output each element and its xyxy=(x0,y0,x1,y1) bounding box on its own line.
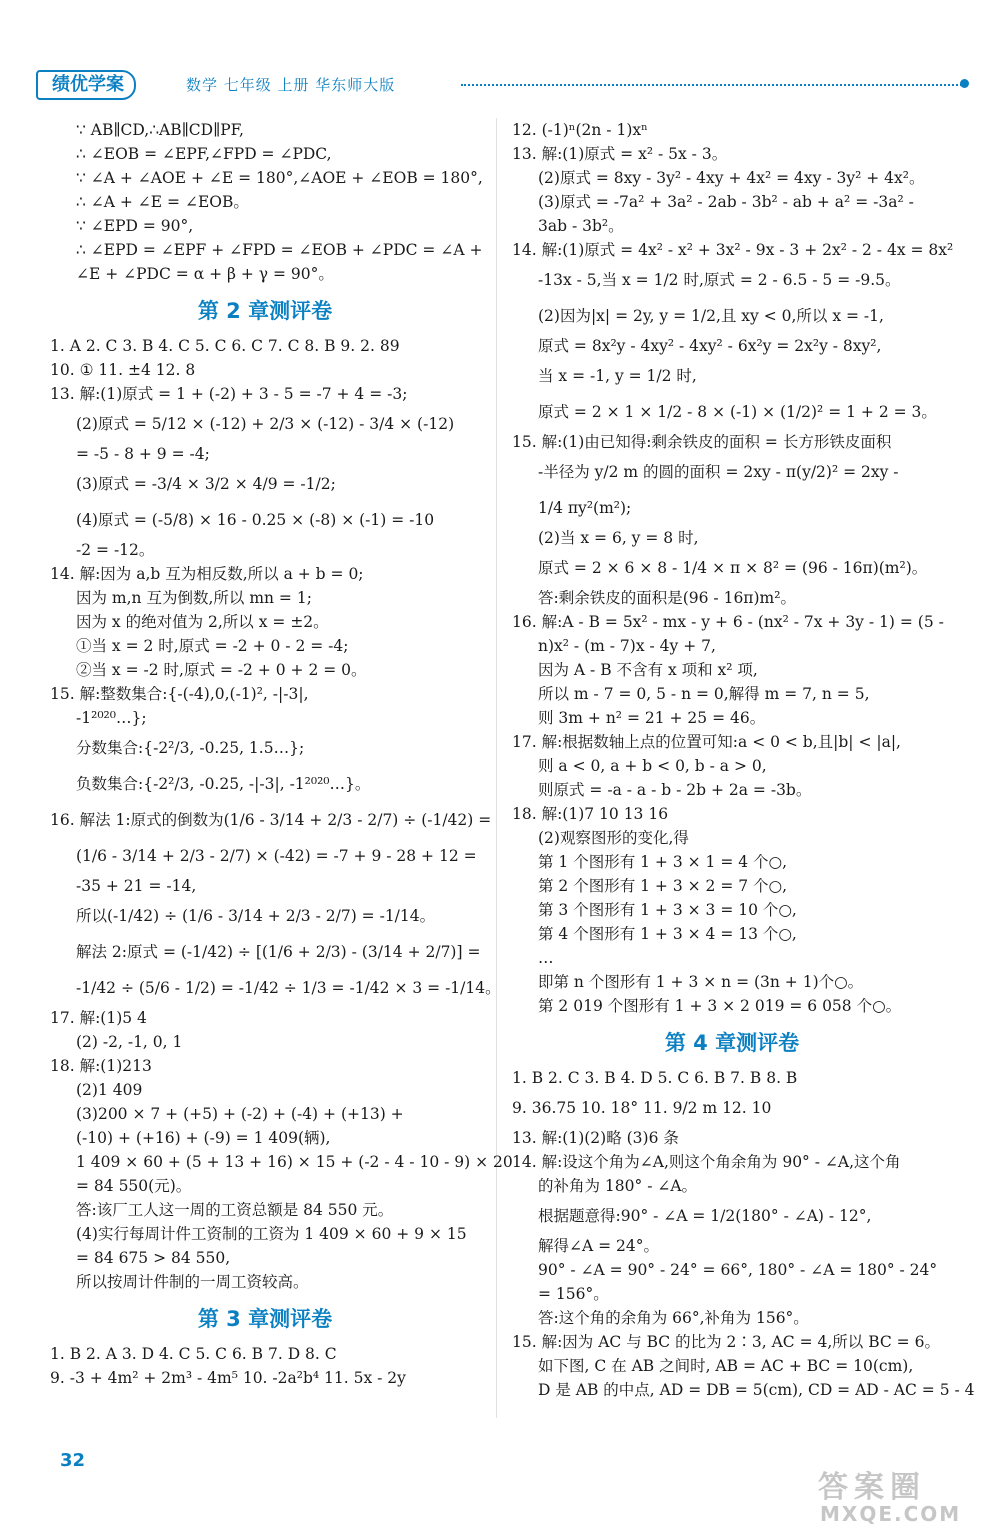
answer-line: ①当 x = 2 时,原式 = -2 + 0 - 2 = -4; xyxy=(76,637,349,655)
right-lines-b xyxy=(512,1066,975,1402)
answer-line: 12. (-1)ⁿ(2n - 1)xⁿ xyxy=(512,121,648,139)
answer-line: 原式 = 8x²y - 4xy² - 4xy² - 6x²y = 2x²y - 8xy², xyxy=(538,337,882,355)
answer-line: ∵ ∠EPD = 90°, xyxy=(76,217,194,235)
answer-line: 根据题意得:90° - ∠A = 1/2(180° - ∠A) - 12°, xyxy=(538,1207,872,1225)
answer-line: 15. 解:因为 AC 与 BC 的比为 2∶3, AC = 4,所以 BC = 6。 xyxy=(512,1333,940,1351)
answer-line: 90° - ∠A = 90° - 24° = 66°, 180° - ∠A = 180° - 24° xyxy=(538,1261,938,1279)
answer-line: 分数集合:{-2²/3, -0.25, 1.5…}; xyxy=(76,739,305,757)
left-lines-b xyxy=(50,334,513,1294)
answer-line: 14. 解:因为 a,b 互为相反数,所以 a + b = 0; xyxy=(50,565,364,583)
book-info: 数学 七年级 上册 华东师大版 xyxy=(186,76,396,94)
answer-line: 因为 A - B 不含有 x 项和 x² 项, xyxy=(538,661,758,679)
answer-line: 13. 解:(1)(2)略 (3)6 条 xyxy=(512,1129,679,1147)
answer-line: (3)原式 = -7a² + 3a² - 2ab - 3b² - ab + a² = -3a² - xyxy=(538,193,914,211)
answer-line: (4)实行每周计件工资制的工资为 1 409 × 60 + 9 × 15 xyxy=(76,1225,467,1243)
answer-line: (2)原式 = 5/12 × (-12) + 2/3 × (-12) - 3/4 × (-12) xyxy=(76,415,455,433)
answer-line: 因为 x 的绝对值为 2,所以 x = ±2。 xyxy=(76,613,329,631)
answer-line: 18. 解:(1)7 10 13 16 xyxy=(512,805,669,823)
answer-line: 1 409 × 60 + (5 + 13 + 16) × 15 + (-2 - 4 - 10 - 9) × 20 xyxy=(76,1153,513,1171)
answer-line: (3)200 × 7 + (+5) + (-2) + (-4) + (+13) + xyxy=(76,1105,404,1123)
answer-line: (1/6 - 3/14 + 2/3 - 2/7) × (-42) = -7 + 9 - 28 + 12 = xyxy=(76,847,477,865)
answer-line: … xyxy=(538,949,554,967)
answer-line: 第 2 019 个图形有 1 + 3 × 2 019 = 6 058 个○。 xyxy=(538,997,902,1015)
answer-line: ∵ AB∥CD,∴AB∥CD∥PF, xyxy=(76,121,244,139)
answer-line: 答:该厂工人这一周的工资总额是 84 550 元。 xyxy=(76,1201,394,1219)
answer-line: 第 3 个图形有 1 + 3 × 3 = 10 个○, xyxy=(538,901,797,919)
answer-line: D 是 AB 的中点, AD = DB = 5(cm), CD = AD - AC = 5 - 4 xyxy=(538,1381,975,1399)
answer-line: -1²⁰²⁰…}; xyxy=(76,709,147,727)
column-divider xyxy=(496,118,497,1418)
answer-line: 原式 = 2 × 6 × 8 - 1/4 × π × 8² = (96 - 16π)(m²)。 xyxy=(538,559,928,577)
header-dot-icon xyxy=(960,79,969,88)
answer-line: 9. -3 + 4m² + 2m³ - 4m⁵ 10. -2a²b⁴ 11. 5x - 2y xyxy=(50,1369,406,1387)
answer-line: 答:这个角的余角为 66°,补角为 156°。 xyxy=(538,1309,809,1327)
answer-line: (2) -2, -1, 0, 1 xyxy=(76,1033,183,1051)
answer-line: 10. ① 11. ±4 12. 8 xyxy=(50,361,196,379)
answer-line: ∠E + ∠PDC = α + β + γ = 90°。 xyxy=(76,265,334,283)
answer-line: -2 = -12。 xyxy=(76,541,155,559)
answer-line: 即第 n 个图形有 1 + 3 × n = (3n + 1)个○。 xyxy=(538,973,864,991)
answer-line: 14. 解:(1)原式 = 4x² - x² + 3x² - 9x - 3 + 2x² - 2 - 4x = 8x² xyxy=(512,241,954,259)
answer-line: n)x² - (m - 7)x - 4y + 7, xyxy=(538,637,716,655)
section-title-chapter-2: 第 2 章测评卷 xyxy=(197,299,333,323)
answer-line: 解法 2:原式 = (-1/42) ÷ [(1/6 + 2/3) - (3/14 + 2/7)] = xyxy=(76,943,481,961)
answer-line: 所以 m - 7 = 0, 5 - n = 0,解得 m = 7, n = 5, xyxy=(538,685,870,703)
answer-line: 15. 解:整数集合:{-(-4),0,(-1)², -|-3|, xyxy=(50,685,309,703)
answer-line: 3ab - 3b²。 xyxy=(538,217,624,235)
right-column xyxy=(512,118,975,1402)
answer-line: 第 4 个图形有 1 + 3 × 4 = 13 个○, xyxy=(538,925,797,943)
section-title-chapter-3: 第 3 章测评卷 xyxy=(197,1307,333,1331)
left-column xyxy=(50,118,513,1390)
answer-line: 如下图, C 在 AB 之间时, AB = AC + BC = 10(cm), xyxy=(538,1357,914,1375)
answer-line: 1. B 2. C 3. B 4. D 5. C 6. B 7. B 8. B xyxy=(512,1069,798,1087)
header-rule xyxy=(461,84,966,86)
answer-line: 9. 36.75 10. 18° 11. 9/2 m 12. 10 xyxy=(512,1099,772,1117)
page-header xyxy=(36,66,966,100)
answer-line: 所以(-1/42) ÷ (1/6 - 3/14 + 2/3 - 2/7) = -1/14。 xyxy=(76,907,436,925)
answer-line: = 156°。 xyxy=(538,1285,609,1303)
answer-line: 原式 = 2 × 1 × 1/2 - 8 × (-1) × (1/2)² = 1 + 2 = 3。 xyxy=(538,403,937,421)
right-lines-a xyxy=(512,118,952,1018)
answer-line: (2)原式 = 8xy - 3y² - 4xy + 4x² = 4xy - 3y² + 4x²。 xyxy=(538,169,925,187)
answer-line: 1. B 2. A 3. D 4. C 5. C 6. B 7. D 8. C xyxy=(50,1345,337,1363)
answer-line: 当 x = -1, y = 1/2 时, xyxy=(538,367,697,385)
answer-line: 15. 解:(1)由已知得:剩余铁皮的面积 = 长方形铁皮面积 xyxy=(512,433,892,451)
answer-line: (2)1 409 xyxy=(76,1081,143,1099)
answer-line: 17. 解:(1)5 4 xyxy=(50,1009,147,1027)
answer-line: 解得∠A = 24°。 xyxy=(538,1237,659,1255)
answer-line: -13x - 5,当 x = 1/2 时,原式 = 2 - 6.5 - 5 = -9.5。 xyxy=(538,271,901,289)
answer-line: 第 1 个图形有 1 + 3 × 1 = 4 个○, xyxy=(538,853,787,871)
answer-line: ∵ ∠A + ∠AOE + ∠E = 180°,∠AOE + ∠EOB = 180°, xyxy=(76,169,483,187)
brand-logo: 绩优学案 xyxy=(36,70,136,100)
answer-line: -1/42 ÷ (5/6 - 1/2) = -1/42 ÷ 1/3 = -1/42 × 3 = -1/14。 xyxy=(76,979,501,997)
watermark-logo xyxy=(800,1462,980,1528)
answer-line: 13. 解:(1)原式 = x² - 5x - 3。 xyxy=(512,145,728,163)
answer-line: -半径为 y/2 m 的圆的面积 = 2xy - π(y/2)² = 2xy - xyxy=(538,463,899,481)
answer-line: (3)原式 = -3/4 × 3/2 × 4/9 = -1/2; xyxy=(76,475,336,493)
answer-line: = 84 675 > 84 550, xyxy=(76,1249,231,1267)
answer-line: 则 3m + n² = 21 + 25 = 46。 xyxy=(538,709,766,727)
answer-line: ∴ ∠EPD = ∠EPF + ∠FPD = ∠EOB + ∠PDC = ∠A + xyxy=(76,241,483,259)
section-title-chapter-4: 第 4 章测评卷 xyxy=(664,1031,800,1055)
answer-line: 因为 m,n 互为倒数,所以 mn = 1; xyxy=(76,589,312,607)
answer-line: 1. A 2. C 3. B 4. C 5. C 6. C 7. C 8. B 9. 2. 89 xyxy=(50,337,400,355)
answer-line: (-10) + (+16) + (-9) = 1 409(辆), xyxy=(76,1129,331,1147)
answer-line: (4)原式 = (-5/8) × 16 - 0.25 × (-8) × (-1) = -10 xyxy=(76,511,435,529)
left-lines-c xyxy=(50,1342,480,1390)
answer-line: 16. 解:A - B = 5x² - mx - y + 6 - (nx² - 7x + 3y - 1) = (5 - xyxy=(512,613,944,631)
page-number: 32 xyxy=(60,1450,86,1471)
answer-line: ∴ ∠A + ∠E = ∠EOB。 xyxy=(76,193,249,211)
answer-line: = -5 - 8 + 9 = -4; xyxy=(76,445,210,463)
answer-line: (2)因为|x| = 2y, y = 1/2,且 xy < 0,所以 x = -1, xyxy=(538,307,884,325)
watermark-url: MXQE.COM xyxy=(820,1502,962,1526)
answer-line: 14. 解:设这个角为∠A,则这个角余角为 90° - ∠A,这个角 xyxy=(512,1153,901,1171)
answer-line: ∴ ∠EOB = ∠EPF,∠FPD = ∠PDC, xyxy=(76,145,332,163)
answer-line: 则 a < 0, a + b < 0, b - a > 0, xyxy=(538,757,767,775)
answer-line: 答:剩余铁皮的面积是(96 - 16π)m²。 xyxy=(538,589,796,607)
answer-line: 的补角为 180° - ∠A。 xyxy=(538,1177,698,1195)
answer-line: (2)当 x = 6, y = 8 时, xyxy=(538,529,699,547)
answer-line: 17. 解:根据数轴上点的位置可知:a < 0 < b,且|b| < |a|, xyxy=(512,733,901,751)
answer-line: 则原式 = -a - a - b - 2b + 2a = -3b。 xyxy=(538,781,812,799)
answer-line: 所以按周计件制的一周工资较高。 xyxy=(76,1273,309,1291)
answer-line: = 84 550(元)。 xyxy=(76,1177,192,1195)
left-lines-a xyxy=(50,118,483,286)
answer-line: (2)观察图形的变化,得 xyxy=(538,829,689,847)
answer-line: 16. 解法 1:原式的倒数为(1/6 - 3/14 + 2/3 - 2/7) ÷ (-1/42) = xyxy=(50,811,492,829)
answer-line: 13. 解:(1)原式 = 1 + (-2) + 3 - 5 = -7 + 4 = -3; xyxy=(50,385,408,403)
answer-line: 负数集合:{-2²/3, -0.25, -|-3|, -1²⁰²⁰…}。 xyxy=(76,775,371,793)
answer-line: 1/4 πy²(m²); xyxy=(538,499,632,517)
answer-line: -35 + 21 = -14, xyxy=(76,877,197,895)
answer-line: 18. 解:(1)213 xyxy=(50,1057,152,1075)
answer-line: ②当 x = -2 时,原式 = -2 + 0 + 2 = 0。 xyxy=(76,661,367,679)
watermark-text: 答案圈 xyxy=(818,1470,926,1505)
answer-line: 第 2 个图形有 1 + 3 × 2 = 7 个○, xyxy=(538,877,787,895)
